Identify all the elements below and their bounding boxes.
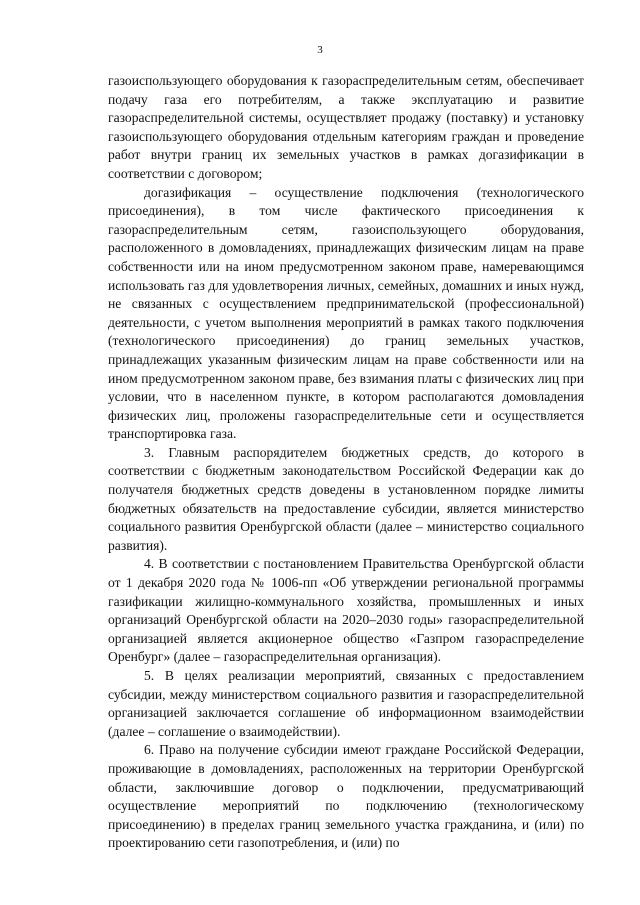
paragraph-3: 3. Главным распорядителем бюджетных средств, до которого в соответствии с бюджетным законодательством Российской Федерации как до получателя бюджетных средств доведены в установленном порядке лимиты бюджетных обязательств на предоставление субсидии, является министерство социального развития Оренбургской области (далее – министерство социального развития). (108, 444, 584, 553)
paragraph-6: 6. Право на получение субсидии имеют граждане Российской Федерации, проживающие в домовладениях, расположенных на территории Оренбургской области, заключившие договор о подключении, предусматривающий осуществление мероприятий по подключению (технологическому присоединению) в пределах границ земельного участка гражданина, и (или) по проектированию сети газопотребления, и (или) по (108, 742, 584, 851)
page-number: 3 (317, 44, 323, 56)
paragraph-5: 5. В целях реализации мероприятий, связанных с предоставлением субсидии, между министерством социального развития и газораспределительной организацией заключается соглашение об информационном взаимодействии (далее – соглашение о взаимодействии). (108, 668, 584, 739)
document-body (108, 72, 584, 853)
paragraph-4: 4. В соответствии с постановлением Правительства Оренбургской области от 1 декабря 2020 года № 1006-пп «Об утверждении региональной программы газификации жилищно-коммунального хозяйства, промышленных и иных организаций Оренбургской области на 2020–2030 годы» газораспределительной организацией является акционерное общество «Газпром газораспределение Оренбург» (далее – газораспределительная организация). (108, 556, 584, 665)
paragraph-definition-dogazifikatsiya: догазификация – осуществление подключения (технологического присоединения), в том числе фактического присоединения к газораспределительным сетям, газоиспользующего оборудования, расположенного в домовладениях, принадлежащих физическим лицам на праве собственности или на ином предусмотренном законом праве, намеревающимся использовать газ для удовлетворения личных, семейных, домашних и иных нужд, не связанных с осуществлением предпринимательской (профессиональной) деятельности, с учетом выполнения мероприятий в рамках такого подключения (технологического присоединения) до границ земельных участков, принадлежащих указанным физическим лицам на праве собственности или на ином предусмотренном законом праве, без взимания платы с физических лиц при условии, что в населенном пункте, в котором располагаются домовладения физических лиц, проложены газораспределительные сети и осуществляется транспортировка газа. (108, 184, 584, 442)
paragraph-continuation: газоиспользующего оборудования к газораспределительным сетям, обеспечивает подачу газа его потребителям, а также эксплуатацию и развитие газораспределительной системы, осуществляет продажу (поставку) и установку газоиспользующего оборудования отдельным категориям граждан и проведение работ внутри границ их земельных участков в рамках догазификации в соответствии с договором; (108, 73, 584, 181)
